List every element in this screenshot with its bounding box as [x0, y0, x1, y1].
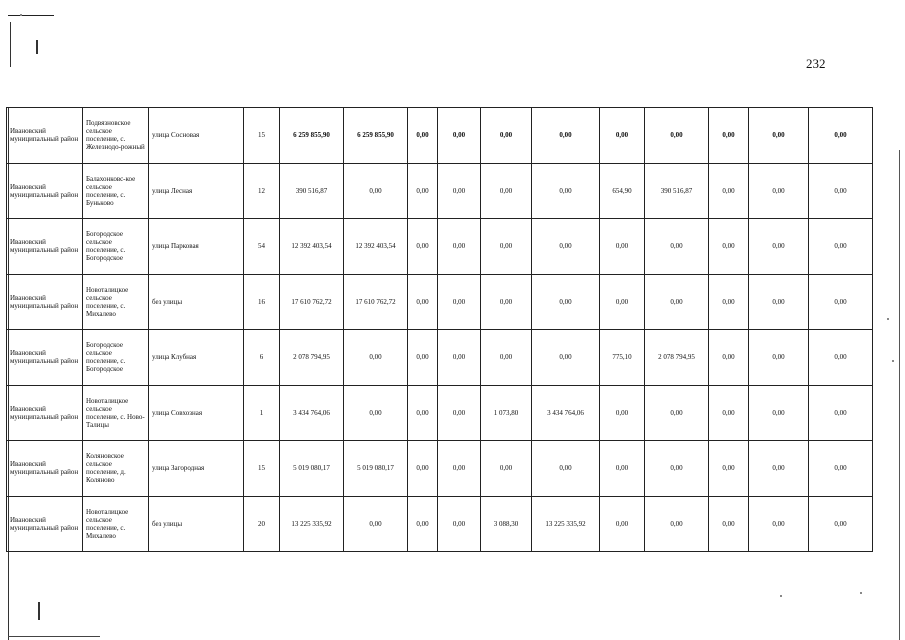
settlement-cell: Богородское сельское поселение, с. Богородское — [83, 219, 149, 275]
value-cell: 0,00 — [438, 108, 481, 164]
scan-edge — [899, 150, 900, 640]
value-cell: 0,00 — [408, 163, 438, 219]
table-row — [7, 385, 873, 441]
value-cell: 12 392 403,54 — [280, 219, 344, 275]
value-cell: 0,00 — [709, 496, 749, 552]
value-cell: 3 434 764,06 — [280, 385, 344, 441]
settlement-cell: Новоталицкое сельское поселение, с. Ново-Талицы — [83, 385, 149, 441]
value-cell: 0,00 — [408, 274, 438, 330]
value-cell: 17 610 762,72 — [344, 274, 408, 330]
value-cell: 0,00 — [408, 108, 438, 164]
table-row — [7, 108, 873, 164]
scan-artifact-dot — [20, 14, 22, 16]
value-cell: 0,00 — [481, 441, 532, 497]
table-row — [7, 163, 873, 219]
value-cell: 17 610 762,72 — [280, 274, 344, 330]
settlement-cell: Коляновское сельское поселение, д. Коляново — [83, 441, 149, 497]
street-cell: улица Сосновая — [149, 108, 244, 164]
scan-artifact-dot — [860, 592, 862, 594]
count-cell: 15 — [244, 108, 280, 164]
count-cell: 15 — [244, 441, 280, 497]
value-cell: 390 516,87 — [645, 163, 709, 219]
street-cell: без улицы — [149, 274, 244, 330]
value-cell: 5 019 080,17 — [344, 441, 408, 497]
value-cell: 0,00 — [709, 274, 749, 330]
count-cell: 1 — [244, 385, 280, 441]
value-cell: 0,00 — [600, 274, 645, 330]
value-cell: 6 259 855,90 — [344, 108, 408, 164]
value-cell: 6 259 855,90 — [280, 108, 344, 164]
value-cell: 0,00 — [600, 385, 645, 441]
value-cell: 0,00 — [438, 441, 481, 497]
value-cell: 2 078 794,95 — [280, 330, 344, 386]
value-cell: 0,00 — [532, 274, 600, 330]
district-cell: Ивановский муниципальный район — [7, 219, 83, 275]
value-cell: 0,00 — [481, 330, 532, 386]
value-cell: 0,00 — [600, 219, 645, 275]
value-cell: 0,00 — [408, 219, 438, 275]
count-cell: 54 — [244, 219, 280, 275]
value-cell: 0,00 — [809, 219, 873, 275]
value-cell: 0,00 — [438, 496, 481, 552]
value-cell: 0,00 — [749, 496, 809, 552]
value-cell: 2 078 794,95 — [645, 330, 709, 386]
value-cell: 0,00 — [709, 385, 749, 441]
value-cell: 0,00 — [809, 496, 873, 552]
scan-artifact-line — [8, 636, 100, 637]
registry-table — [6, 107, 873, 552]
settlement-cell: Богородское сельское поселение, с. Богородское — [83, 330, 149, 386]
scan-artifact-mark — [36, 40, 38, 54]
scan-artifact-dot — [892, 360, 894, 362]
settlement-cell: Балахонковс-кое сельское поселение, с. Буньково — [83, 163, 149, 219]
value-cell: 0,00 — [408, 385, 438, 441]
value-cell: 0,00 — [532, 441, 600, 497]
street-cell: улица Совхозная — [149, 385, 244, 441]
district-cell: Ивановский муниципальный район — [7, 441, 83, 497]
table-body — [7, 108, 873, 552]
value-cell: 0,00 — [749, 441, 809, 497]
value-cell: 0,00 — [645, 219, 709, 275]
value-cell: 13 225 335,92 — [280, 496, 344, 552]
district-cell: Ивановский муниципальный район — [7, 163, 83, 219]
value-cell: 0,00 — [481, 274, 532, 330]
value-cell: 0,00 — [438, 330, 481, 386]
value-cell: 0,00 — [809, 274, 873, 330]
value-cell: 0,00 — [645, 108, 709, 164]
value-cell: 0,00 — [344, 496, 408, 552]
settlement-cell: Подвязновское сельское поселение, с. Железнодо-рожный — [83, 108, 149, 164]
value-cell: 0,00 — [709, 108, 749, 164]
value-cell: 0,00 — [645, 496, 709, 552]
page-number: 232 — [806, 56, 826, 71]
value-cell: 0,00 — [438, 385, 481, 441]
value-cell: 0,00 — [532, 108, 600, 164]
value-cell: 0,00 — [344, 330, 408, 386]
value-cell: 775,10 — [600, 330, 645, 386]
value-cell: 0,00 — [709, 441, 749, 497]
value-cell: 0,00 — [408, 441, 438, 497]
value-cell: 13 225 335,92 — [532, 496, 600, 552]
district-cell: Ивановский муниципальный район — [7, 385, 83, 441]
value-cell: 654,90 — [600, 163, 645, 219]
street-cell: без улицы — [149, 496, 244, 552]
scan-artifact-line — [8, 15, 54, 16]
value-cell: 0,00 — [809, 441, 873, 497]
scan-artifact-mark — [10, 22, 11, 67]
street-cell: улица Парковая — [149, 219, 244, 275]
value-cell: 0,00 — [809, 385, 873, 441]
value-cell: 0,00 — [809, 330, 873, 386]
value-cell: 0,00 — [645, 274, 709, 330]
value-cell: 0,00 — [749, 330, 809, 386]
district-cell: Ивановский муниципальный район — [7, 108, 83, 164]
value-cell: 0,00 — [809, 108, 873, 164]
settlement-cell: Новоталицкое сельское поселение, с. Михалево — [83, 274, 149, 330]
value-cell: 0,00 — [344, 385, 408, 441]
value-cell: 0,00 — [645, 441, 709, 497]
value-cell: 1 073,80 — [481, 385, 532, 441]
street-cell: улица Лесная — [149, 163, 244, 219]
value-cell: 0,00 — [532, 163, 600, 219]
district-cell: Ивановский муниципальный район — [7, 330, 83, 386]
value-cell: 5 019 080,17 — [280, 441, 344, 497]
table-row — [7, 330, 873, 386]
value-cell: 0,00 — [709, 163, 749, 219]
district-cell: Ивановский муниципальный район — [7, 496, 83, 552]
value-cell: 0,00 — [481, 163, 532, 219]
value-cell: 0,00 — [600, 496, 645, 552]
value-cell: 0,00 — [344, 163, 408, 219]
value-cell: 0,00 — [600, 441, 645, 497]
street-cell: улица Загородная — [149, 441, 244, 497]
table-row — [7, 496, 873, 552]
district-cell: Ивановский муниципальный район — [7, 274, 83, 330]
value-cell: 0,00 — [532, 219, 600, 275]
value-cell: 0,00 — [438, 163, 481, 219]
value-cell: 0,00 — [749, 163, 809, 219]
settlement-cell: Новоталицкое сельское поселение, с. Михалево — [83, 496, 149, 552]
value-cell: 0,00 — [709, 219, 749, 275]
value-cell: 0,00 — [749, 219, 809, 275]
value-cell: 0,00 — [438, 274, 481, 330]
value-cell: 0,00 — [532, 330, 600, 386]
street-cell: улица Клубная — [149, 330, 244, 386]
count-cell: 16 — [244, 274, 280, 330]
value-cell: 0,00 — [600, 108, 645, 164]
value-cell: 0,00 — [481, 108, 532, 164]
scan-artifact-dot — [780, 595, 782, 597]
value-cell: 0,00 — [645, 385, 709, 441]
value-cell: 3 088,30 — [481, 496, 532, 552]
table-row — [7, 219, 873, 275]
value-cell: 0,00 — [438, 219, 481, 275]
table-row — [7, 274, 873, 330]
scan-artifact-dot — [887, 318, 889, 320]
value-cell: 0,00 — [749, 385, 809, 441]
value-cell: 0,00 — [408, 496, 438, 552]
value-cell: 0,00 — [408, 330, 438, 386]
value-cell: 3 434 764,06 — [532, 385, 600, 441]
value-cell: 390 516,87 — [280, 163, 344, 219]
value-cell: 0,00 — [749, 108, 809, 164]
count-cell: 12 — [244, 163, 280, 219]
scan-artifact-mark — [38, 602, 40, 620]
value-cell: 0,00 — [749, 274, 809, 330]
table-row — [7, 441, 873, 497]
count-cell: 20 — [244, 496, 280, 552]
value-cell: 0,00 — [481, 219, 532, 275]
count-cell: 6 — [244, 330, 280, 386]
value-cell: 0,00 — [709, 330, 749, 386]
value-cell: 0,00 — [809, 163, 873, 219]
value-cell: 12 392 403,54 — [344, 219, 408, 275]
